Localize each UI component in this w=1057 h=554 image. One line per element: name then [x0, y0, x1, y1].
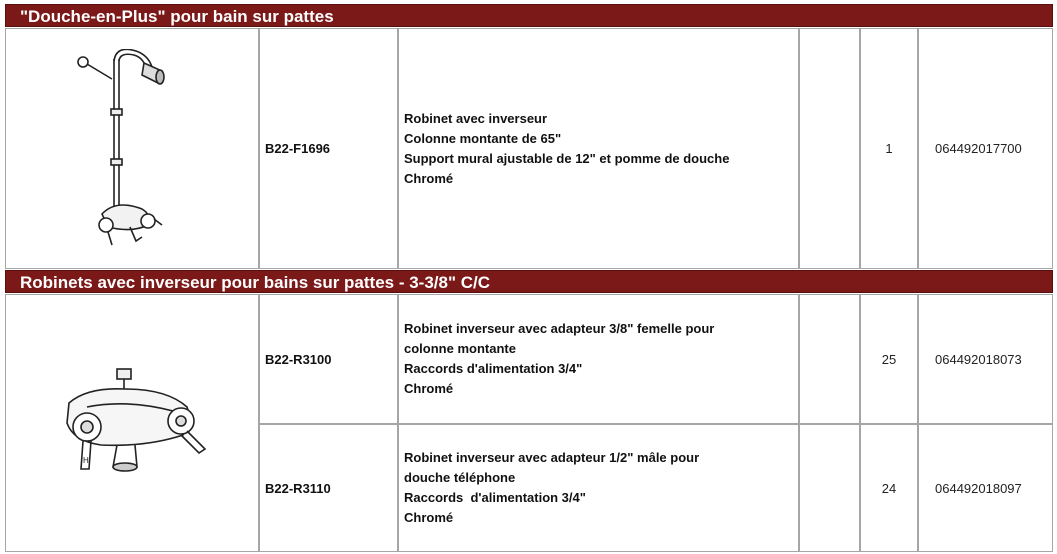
shower-riser-icon [72, 49, 192, 249]
description-line: Robinet inverseur avec adapteur 3/8" femelle pour [404, 321, 715, 336]
quantity-value: 1 [885, 141, 893, 156]
description-line: Raccords d'alimentation 3/4" [404, 490, 586, 505]
product-description [398, 28, 799, 269]
empty-column-cell [799, 294, 860, 424]
section-header-douche-en-plus [5, 4, 1053, 27]
upc-value: 064492018073 [935, 351, 1022, 367]
upc-value: 064492017700 [935, 141, 1022, 156]
section-title: Robinets avec inverseur pour bains sur pattes - 3-3/8" C/C [20, 273, 491, 292]
product-description [398, 424, 799, 552]
description-line: Chromé [404, 510, 454, 525]
upc-cell [918, 28, 1053, 269]
section-header-robinets-inverseur [5, 270, 1053, 293]
empty-column-cell [799, 424, 860, 552]
product-code [259, 424, 398, 552]
description-line: Colonne montante de 65" [404, 130, 562, 146]
svg-text:H: H [83, 456, 89, 465]
description-line: Robinet avec inverseur [404, 110, 548, 126]
quantity-value: 24 [881, 480, 897, 496]
product-code [259, 28, 398, 269]
description-line: colonne montante [404, 341, 516, 356]
product-code [259, 294, 398, 424]
description-line: douche téléphone [404, 470, 516, 485]
product-code-text: B22-R3100 [265, 351, 332, 367]
description-line: Chromé [404, 381, 454, 396]
empty-column-cell [799, 28, 860, 269]
quantity-cell [860, 424, 918, 552]
upc-cell [918, 424, 1053, 552]
product-code-text: B22-F1696 [265, 141, 331, 156]
upc-value: 064492018097 [935, 480, 1022, 496]
product-description [398, 294, 799, 424]
quantity-cell [860, 28, 918, 269]
description-line: Support mural ajustable de 12" et pomme de douche [404, 150, 730, 166]
product-code-text: B22-R3110 [265, 480, 331, 496]
description-line: Robinet inverseur avec adapteur 1/2" mâle pour [404, 450, 700, 465]
description-line: Raccords d'alimentation 3/4" [404, 361, 583, 376]
description-line: Chromé [404, 170, 454, 186]
upc-cell [918, 294, 1053, 424]
diverter-faucet-icon [47, 363, 217, 483]
section-title: "Douche-en-Plus" pour bain sur pattes [20, 7, 334, 26]
quantity-cell [860, 294, 918, 424]
product-image-faucet [5, 294, 259, 552]
product-image-shower-kit [5, 28, 259, 269]
quantity-value: 25 [881, 351, 897, 367]
